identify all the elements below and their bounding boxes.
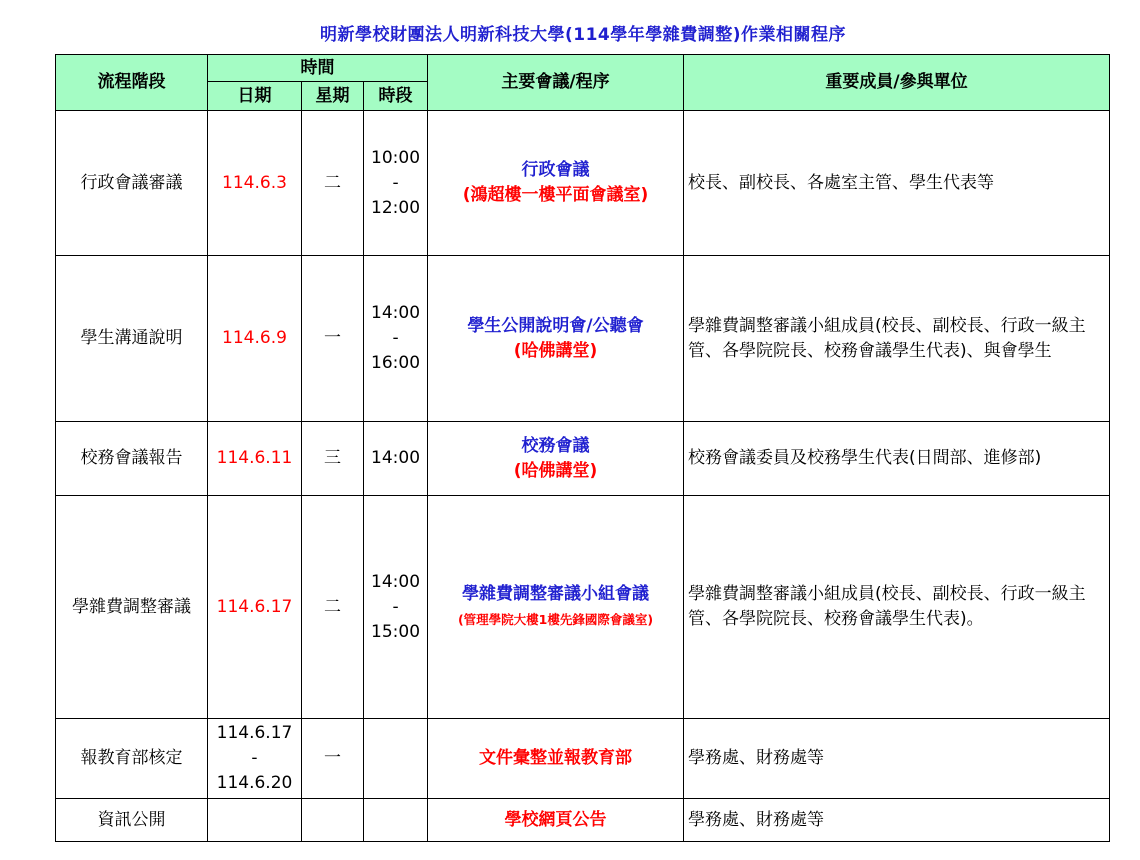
stage-cell: 校務會議報告	[56, 422, 208, 496]
meeting-cell	[428, 256, 684, 422]
time-cell	[364, 719, 428, 799]
header-weekday: 星期	[302, 82, 364, 111]
members-cell: 校務會議委員及校務學生代表(日間部、進修部)	[684, 422, 1110, 496]
date-cell: 114.6.17	[208, 496, 302, 719]
time-cell	[364, 496, 428, 719]
meeting-name: 學生公開說明會/公聽會	[467, 315, 644, 336]
time-separator: -	[392, 328, 399, 348]
stage-cell: 學生溝通說明	[56, 256, 208, 422]
weekday-cell: 二	[302, 111, 364, 256]
time-start: 10:00	[371, 147, 421, 168]
meeting-cell: 學校網頁公告	[428, 799, 684, 842]
weekday-cell: 二	[302, 496, 364, 719]
meeting-name: 學雜費調整審議小組會議	[462, 584, 650, 604]
members-cell: 學雜費調整審議小組成員(校長、副校長、行政一級主管、各學院院長、校務會議學生代表)。	[684, 496, 1110, 719]
meeting-location: (鴻超樓一樓平面會議室)	[462, 185, 649, 205]
date-cell: 114.6.3	[208, 111, 302, 256]
header-stage: 流程階段	[56, 55, 208, 111]
weekday-cell: 一	[302, 719, 364, 799]
date-end: 114.6.20	[216, 773, 293, 793]
stage-cell: 報教育部核定	[56, 719, 208, 799]
weekday-cell: 一	[302, 256, 364, 422]
time-end: 12:00	[371, 197, 421, 218]
members-cell: 學務處、財務處等	[684, 799, 1110, 842]
header-time: 時間	[208, 55, 428, 82]
date-cell: 114.6.11	[208, 422, 302, 496]
time-separator: -	[392, 596, 399, 617]
date-cell: 114.6.9	[208, 256, 302, 422]
date-cell	[208, 799, 302, 842]
date-separator: -	[251, 748, 258, 768]
header-members: 重要成員/參與單位	[684, 55, 1110, 111]
members-cell: 學雜費調整審議小組成員(校長、副校長、行政一級主管、各學院院長、校務會議學生代表)、與會學生	[684, 256, 1110, 422]
table-row	[56, 496, 1110, 719]
table-row	[56, 719, 1110, 799]
stage-cell: 資訊公開	[56, 799, 208, 842]
time-cell	[364, 799, 428, 842]
meeting-name: 行政會議	[521, 160, 590, 180]
time-cell: 14:00	[364, 422, 428, 496]
time-end: 16:00	[371, 353, 421, 373]
table-row	[56, 256, 1110, 422]
meeting-name: 校務會議	[521, 435, 590, 456]
meeting-location: (哈佛講堂)	[513, 340, 598, 361]
meeting-location: (管理學院大樓1樓先鋒國際會議室)	[457, 612, 654, 627]
meeting-cell	[428, 422, 684, 496]
stage-cell: 學雜費調整審議	[56, 496, 208, 719]
table-row	[56, 111, 1110, 256]
meeting-cell	[428, 496, 684, 719]
table-row	[56, 422, 1110, 496]
table-row	[56, 799, 1110, 842]
stage-cell: 行政會議審議	[56, 111, 208, 256]
meeting-location: (哈佛講堂)	[513, 460, 598, 481]
time-start: 14:00	[371, 571, 421, 592]
document-title: 明新學校財團法人明新科技大學(114學年學雜費調整)作業相關程序	[319, 25, 847, 45]
time-cell	[364, 111, 428, 256]
header-period: 時段	[364, 82, 428, 111]
header-meeting: 主要會議/程序	[428, 55, 684, 111]
weekday-cell: 三	[302, 422, 364, 496]
time-end: 15:00	[371, 621, 421, 642]
date-start: 114.6.17	[216, 723, 293, 743]
members-cell: 校長、副校長、各處室主管、學生代表等	[684, 111, 1110, 256]
time-start: 14:00	[371, 303, 421, 323]
procedure-table	[55, 54, 1110, 842]
members-cell: 學務處、財務處等	[684, 719, 1110, 799]
time-separator: -	[392, 172, 399, 193]
meeting-cell: 文件彙整並報教育部	[428, 719, 684, 799]
weekday-cell	[302, 799, 364, 842]
meeting-cell	[428, 111, 684, 256]
date-cell	[208, 719, 302, 799]
header-date: 日期	[208, 82, 302, 111]
time-cell	[364, 256, 428, 422]
